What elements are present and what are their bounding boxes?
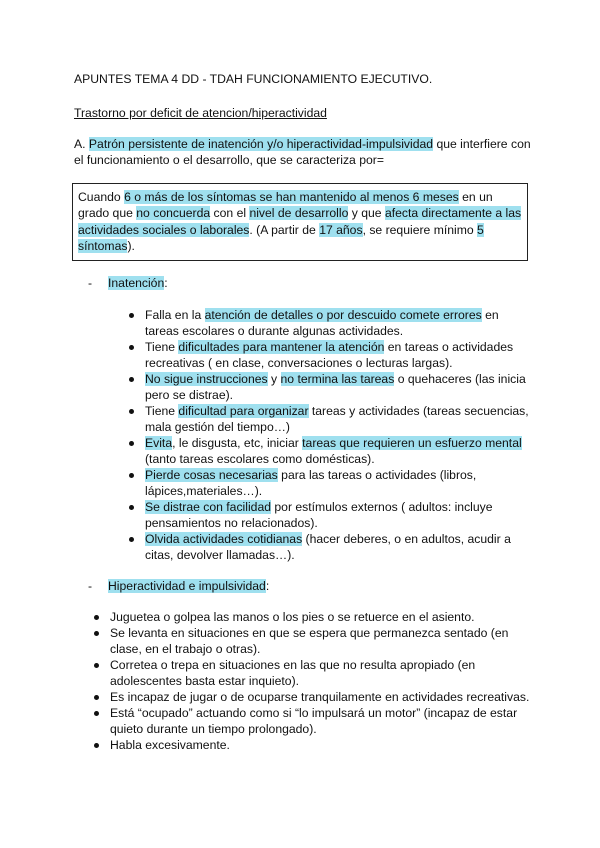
inatencion-list	[145, 307, 530, 563]
list-item: Se levanta en situaciones en que se espera que permanezca sentado (en clase, en el trabajo o otras).	[110, 625, 530, 657]
list-item: Falla en la atención de detalles o por descuido comete errores en tareas escolares o durante algunas actividades.	[145, 307, 530, 339]
document-title: APUNTES TEMA 4 DD - TDAH FUNCIONAMIENTO EJECUTIVO.	[74, 72, 433, 86]
section-heading-hiperactividad: - Hiperactividad e impulsividad:	[88, 579, 270, 593]
highlighted-text: nivel de desarrollo	[249, 206, 349, 221]
list-item: Juguetea o golpea las manos o los pies o se retuerce en el asiento.	[110, 609, 530, 625]
section-label: Inatención	[108, 276, 165, 290]
list-item: Tiene dificultades para mantener la atención en tareas o actividades recreativas ( en clase, conversaciones o lecturas largas).	[145, 339, 530, 371]
highlighted-text: 6 o más de los síntomas se han mantenido al menos 6 meses	[124, 190, 459, 204]
list-item: Evita, le disgusta, etc, iniciar tareas que requieren un esfuerzo mental (tanto tareas escolares como domésticas).	[145, 435, 530, 467]
list-item: Olvida actividades cotidianas (hacer deberes, o en adultos, acudir a citas, devolver llamadas…).	[145, 531, 530, 563]
list-item: Está “ocupado” actuando como si “lo impulsará un motor” (incapaz de estar quieto durante un tiempo prolongado).	[110, 705, 530, 737]
criteria-box: Cuando 6 o más de los síntomas se han mantenido al menos 6 meses en un grado que no concuerda con el nivel de desarrollo y que afecta directamente a las actividades sociales o laborales. (A partir de 17 años, se requiere mínimo 5 síntomas).	[72, 183, 528, 261]
highlighted-text: no concuerda	[136, 206, 211, 221]
list-item: No sigue instrucciones y no termina las tareas o quehaceres (las inicia pero se distrae).	[145, 371, 530, 403]
list-item: Es incapaz de jugar o de ocuparse tranquilamente en actividades recreativas.	[110, 690, 530, 704]
list-item: Pierde cosas necesarias para las tareas o actividades (libros, lápices,materiales…).	[145, 467, 530, 499]
highlighted-text: 5 síntomas	[78, 222, 484, 254]
hiperactividad-list	[110, 609, 530, 753]
criterion-a-paragraph: A. Patrón persistente de inatención y/o hiperactividad-impulsividad que interfiere con el funcionamiento o el desarrollo, que se caracteriza por=	[74, 137, 531, 167]
list-item: Se distrae con facilidad por estímulos externos ( adultos: incluye pensamientos no relacionados).	[145, 499, 530, 531]
highlighted-text: 17 años	[319, 222, 363, 237]
list-item: Tiene dificultad para organizar tareas y actividades (tareas secuencias, mala gestión del tiempo…)	[145, 404, 529, 434]
section-heading-inatencion: - Inatención:	[88, 276, 168, 290]
list-item: Habla excesivamente.	[110, 737, 530, 753]
document-subtitle: Trastorno por deficit de atencion/hiperactividad	[74, 106, 327, 120]
highlighted-text: afecta directamente a las actividades sociales o laborales	[78, 206, 522, 237]
section-label: Hiperactividad e impulsividad	[108, 579, 266, 593]
highlighted-text: Patrón persistente de inatención y/o hiperactividad-impulsividad	[88, 137, 434, 151]
list-item: Corretea o trepa en situaciones en las que no resulta apropiado (en adolescentes basta estar inquieto).	[110, 657, 530, 689]
